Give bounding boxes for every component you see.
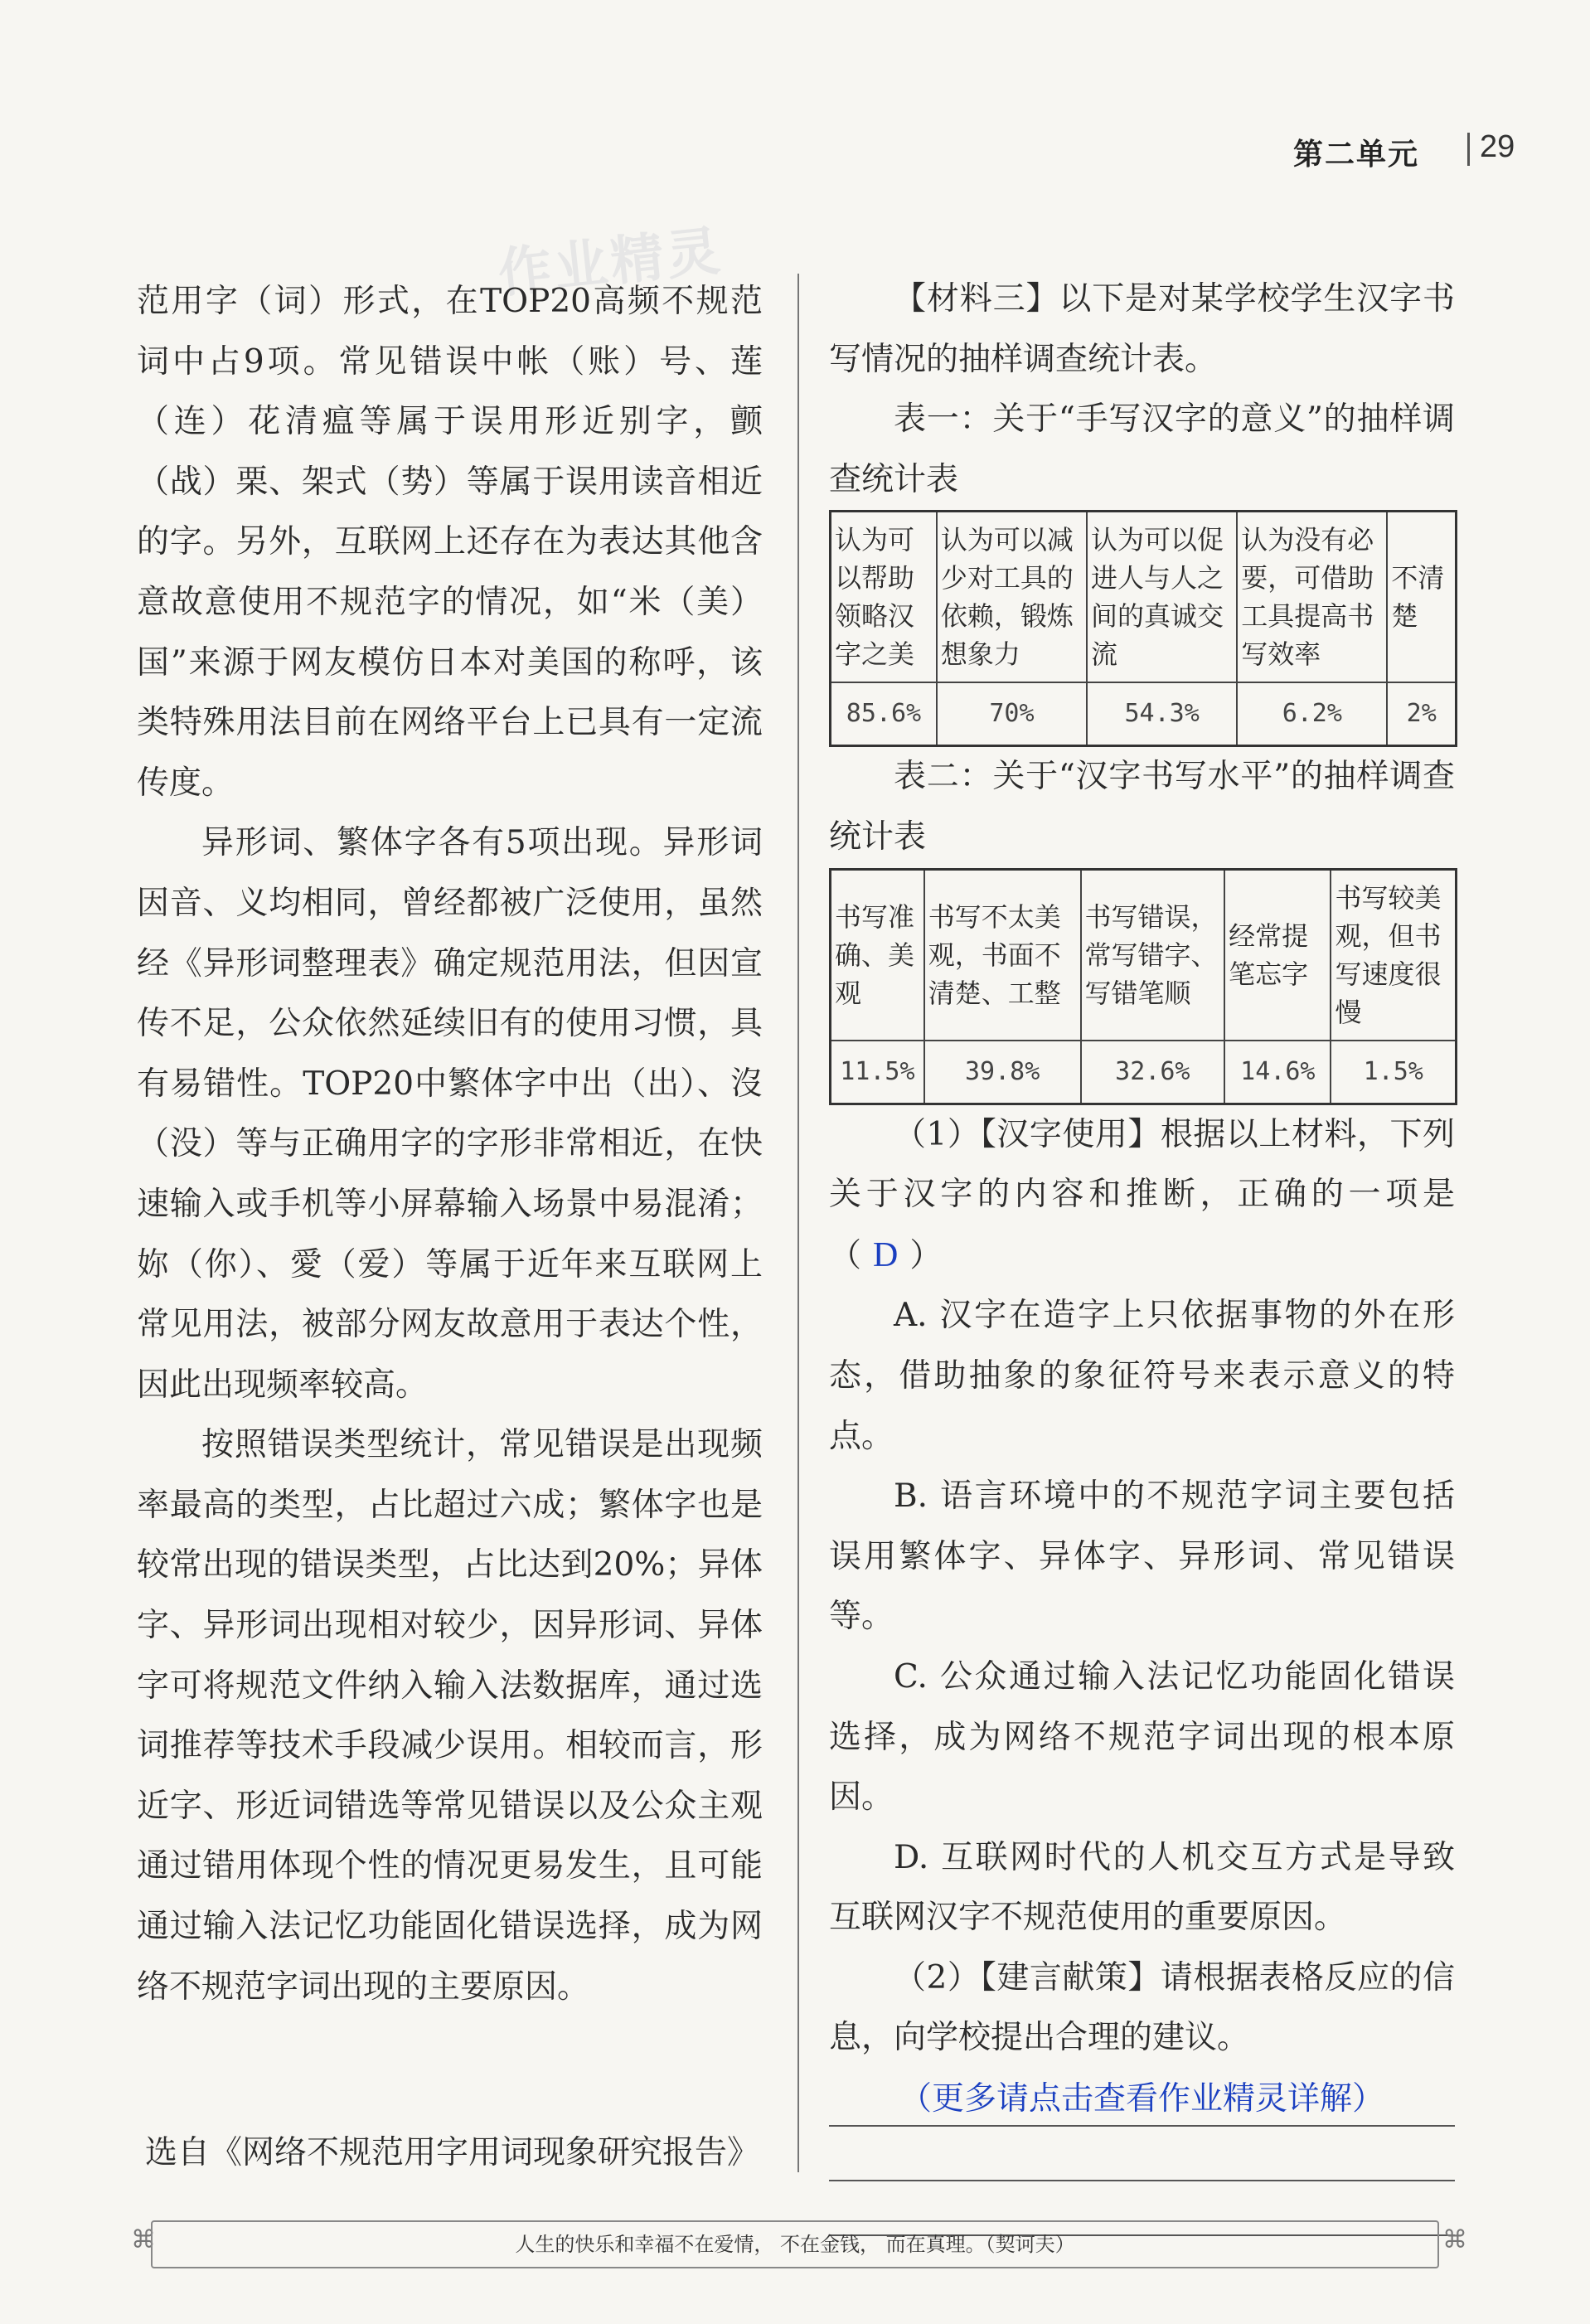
option-d: D. 互联网时代的人机交互方式是导致互联网汉字不规范使用的重要原因。	[829, 1838, 1455, 1937]
table1-value: 54.3%	[1087, 682, 1237, 746]
question-1-text: （1）【汉字使用】根据以上材料，下列关于汉字的内容和推断，正确的一项是（	[829, 1115, 1455, 1274]
table1-header: 认为没有必要，可借助工具提高书写效率	[1237, 512, 1387, 683]
table1-value: 2%	[1387, 682, 1456, 746]
question-1-stem	[829, 1105, 1455, 1287]
option-c: C. 公众通过输入法记忆功能固化错误选择，成为网络不规范字词出现的根本原因。	[829, 1657, 1455, 1817]
table1-header-row	[831, 512, 1457, 683]
table1-header: 认为可以促进人与人之间的真诚交流	[1087, 512, 1237, 683]
table2	[829, 868, 1457, 1105]
table2-header: 书写错误，常写错字、写错笔顺	[1081, 869, 1225, 1041]
table2-value: 32.6%	[1081, 1041, 1225, 1104]
left-column	[137, 272, 763, 2017]
footer-ornament-right: ⌘	[1442, 2225, 1467, 2254]
left-paragraph-1: 范用字（词）形式，在TOP20高频不规范词中占9项。常见错误中帐（账）号、莲（连）花清瘟等属于误用形近别字，颤（战）栗、架式（势）等属于误用读音相近的字。另外，互联网上还存在为表达其他含意故意使用不规范字的情况，如“米（美）国”来源于网友模仿日本对美国的称呼，该类特殊用法目前在网络平台上已具有一定流传度。	[137, 283, 763, 802]
unit-title: 第二单元	[1293, 138, 1420, 172]
footer-ornament-left: ⌘	[131, 2225, 156, 2254]
table2-value: 14.6%	[1224, 1041, 1331, 1104]
table1-value-row	[831, 682, 1457, 746]
watermark: 作业精灵	[495, 220, 726, 305]
column-divider	[797, 274, 799, 2172]
table1-header: 认为可以减少对工具的依赖，锻炼想象力	[937, 512, 1087, 683]
table2-value-row	[831, 1041, 1457, 1104]
table2-value: 11.5%	[831, 1041, 924, 1104]
right-column	[829, 269, 1455, 2236]
table2-header-row	[831, 869, 1457, 1041]
answer-line[interactable]	[829, 2127, 1455, 2181]
table2-header: 经常提笔忘字	[1224, 869, 1331, 1041]
source-citation: 选自《网络不规范用字用词现象研究报告》	[145, 2134, 760, 2171]
left-paragraph-2: 异形词、繁体字各有5项出现。异形词因音、义均相同，曾经都被广泛使用，虽然经《异形词整理表》确定规范用法，但因宣传不足，公众依然延续旧有的使用习惯，具有易错性。TOP20中繁体字中出（出）、沒（没）等与正确用字的字形非常相近，在快速输入或手机等小屏幕输入场景中易混淆；妳（你）、愛（爱）等属于近年来互联网上常见用法，被部分网友故意用于表达个性，因此出现频率较高。	[137, 824, 763, 1404]
option-b: B. 语言环境中的不规范字词主要包括误用繁体字、异体字、异形词、常见错误等。	[829, 1477, 1455, 1636]
table2-value: 39.8%	[924, 1041, 1081, 1104]
header-divider	[1467, 133, 1470, 166]
question-1-answer: D	[873, 1235, 899, 1274]
table1-value: 70%	[937, 682, 1087, 746]
left-paragraph-3: 按照错误类型统计，常见错误是出现频率最高的类型，占比超过六成；繁体字也是较常出现的错误类型，占比达到20%；异体字、异形词出现相对较少，因异形词、异体字可将规范文件纳入输入法数据库，通过选词推荐等技术手段减少误用。相较而言，形近字、形近词错选等常见错误以及公众主观通过错用体现个性的情况更易发生，且可能通过输入法记忆功能固化错误选择，成为网络不规范字词出现的主要原因。	[137, 1426, 763, 2006]
table2-header: 书写不太美观，书面不清楚、工整	[924, 869, 1081, 1041]
table2-caption: 表二：关于“汉字书写水平”的抽样调查统计表	[829, 758, 1455, 856]
table2-header: 书写较美观，但书写速度很慢	[1331, 869, 1456, 1041]
table2-header: 书写准确、美观	[831, 869, 924, 1041]
material-three: 【材料三】以下是对某学校学生汉字书写情况的抽样调查统计表。	[829, 280, 1455, 378]
table1-header: 认为可以帮助领略汉字之美	[831, 512, 937, 683]
table1-header: 不清楚	[1387, 512, 1456, 683]
page-number: 29	[1480, 129, 1515, 164]
more-solutions-link[interactable]: （更多请点击查看作业精灵详解）	[829, 2075, 1455, 2127]
table2-value: 1.5%	[1331, 1041, 1456, 1104]
table1-value: 85.6%	[831, 682, 937, 746]
footer-quote: 人生的快乐和幸福不在爱情， 不在金钱， 而在真理。（契诃夫）	[151, 2220, 1439, 2268]
option-a: A. 汉字在造字上只依据事物的外在形态，借助抽象的象征符号来表示意义的特点。	[829, 1297, 1455, 1455]
question-2-stem: （2）【建言献策】请根据表格反应的信息，向学校提出合理的建议。	[829, 1958, 1455, 2057]
table1-value: 6.2%	[1237, 682, 1387, 746]
table1	[829, 510, 1457, 747]
question-1-close: ）	[909, 1236, 943, 1274]
table1-caption: 表一：关于“手写汉字的意义”的抽样调查统计表	[829, 400, 1455, 498]
